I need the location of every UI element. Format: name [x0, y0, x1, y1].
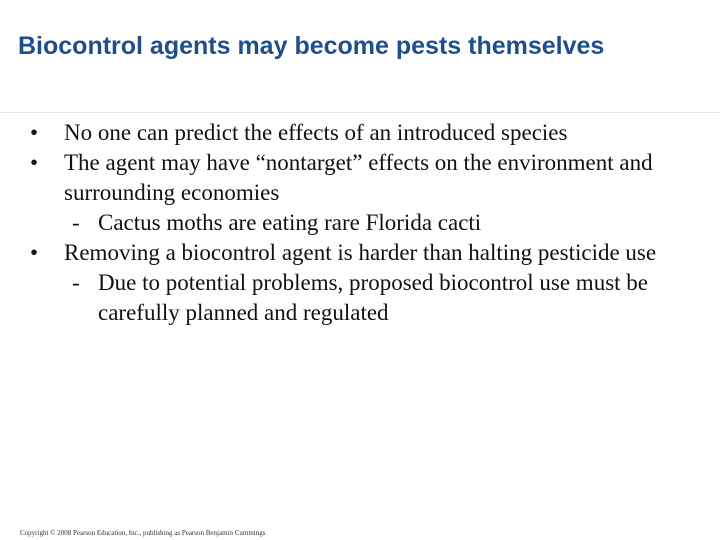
sub-bullet-text: Due to potential problems, proposed biocontrol use must be carefully planned and regulated [98, 270, 648, 325]
sub-bullet-marker: - [72, 270, 80, 295]
copyright-footer: Copyright © 2008 Pearson Education, Inc., publishing as Pearson Benjamin Cummings [20, 529, 266, 537]
bullet-list [30, 118, 700, 328]
bullet-item [30, 148, 700, 208]
bullet-marker: • [30, 150, 39, 175]
bullet-text: No one can predict the effects of an introduced species [64, 120, 568, 145]
title-divider [0, 112, 720, 113]
sub-bullet-marker: - [72, 210, 80, 235]
sub-bullet-item [30, 208, 700, 238]
bullet-text: The agent may have “nontarget” effects on the environment and surrounding economies [64, 150, 653, 205]
slide-title: Biocontrol agents may become pests themselves [18, 32, 605, 60]
bullet-item [30, 118, 700, 148]
bullet-marker: • [30, 240, 39, 265]
sub-bullet-text: Cactus moths are eating rare Florida cacti [98, 210, 482, 235]
bullet-text: Removing a biocontrol agent is harder than halting pesticide use [64, 240, 657, 265]
bullet-marker: • [30, 120, 39, 145]
sub-bullet-item [30, 268, 700, 328]
bullet-item [30, 238, 700, 268]
